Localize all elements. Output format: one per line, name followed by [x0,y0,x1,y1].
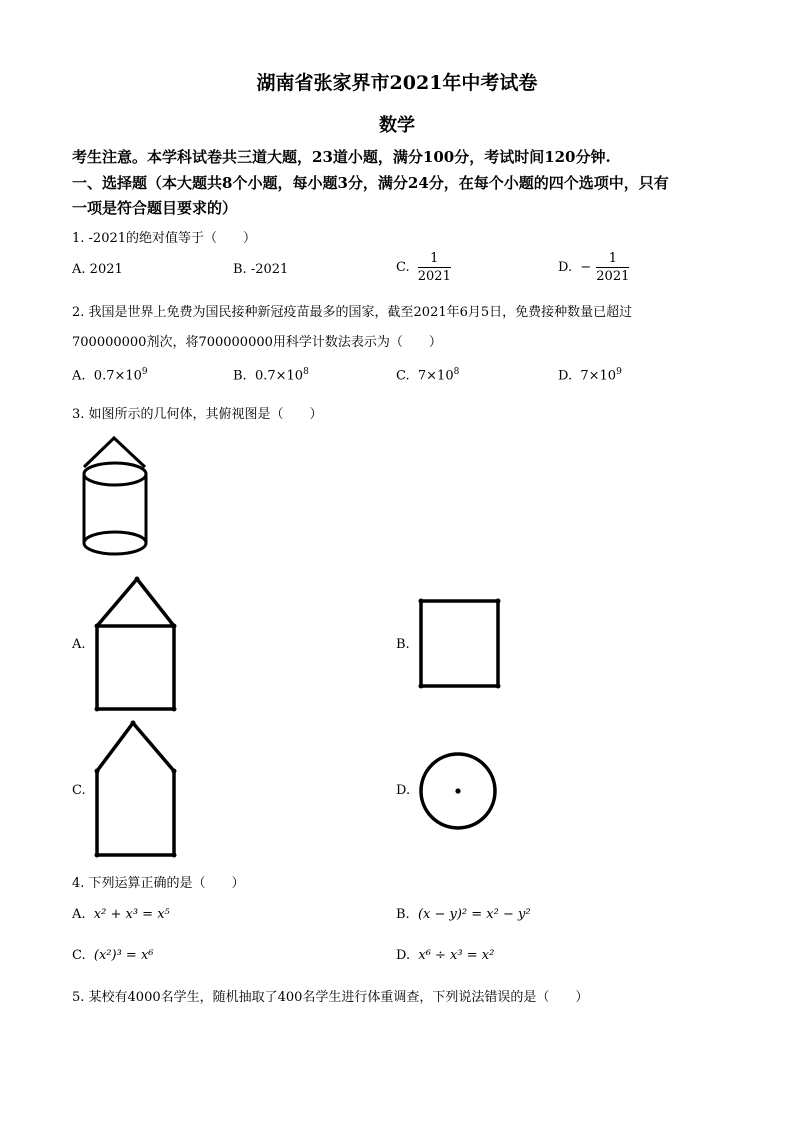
minus-sign: − [580,260,592,275]
section-heading-line1: 一、选择题（本大题共8个小题，每小题3分，满分24分，在每个小题的四个选项中，只有 [72,174,669,192]
question-4-option-a [72,907,170,922]
fraction-denominator: 2021 [417,269,451,284]
option-exponent: 8 [453,367,460,377]
option-exponent: 9 [616,367,622,377]
question-2-option-d [558,367,622,383]
section-heading-line2: 一项是符合题目要求的） [72,199,238,217]
option-base: 7×10 [417,368,454,384]
question-2-option-c [396,367,459,383]
question-2-option-a [72,367,148,383]
question-1-stem: 1. -2021的绝对值等于（ ） [72,231,257,246]
question-1-option-c [396,250,451,285]
question-3-option-d-label: D. [396,783,411,798]
solid-figure [72,430,162,560]
cylinder-bottom [84,532,146,554]
option-label: D. [558,368,573,384]
question-3-stem: 3. 如图所示的几何体，其俯视图是（ ） [72,407,323,422]
option-label: A. [72,907,86,922]
option-text: -2021 [250,262,289,277]
exam-title: 湖南省张家界市2021年中考试卷 [256,72,538,94]
option-label: D. [558,260,573,275]
option-expression: x⁶ ÷ x³ = x² [418,948,495,963]
option-a-figure [90,572,185,717]
option-base: 0.7×10 [254,368,304,384]
option-label: D. [396,948,411,963]
option-exponent: 9 [141,367,148,377]
option-expression: (x²)³ = x⁶ [93,948,154,963]
option-label: B. [233,368,247,384]
question-4-option-c [72,948,154,963]
question-1-option-b [233,262,288,277]
option-label: A. [72,368,86,384]
fraction [418,250,451,285]
option-c-figure [90,716,185,864]
option-label: C. [72,948,86,963]
exam-notice: 考生注意。本学科试卷共三道大题，23道小题，满分100分，考试时间120分钟. [72,148,611,166]
question-1-option-a [72,262,123,277]
fraction-numerator: 1 [418,250,451,268]
option-expression: x² + x³ = x⁵ [93,907,170,922]
question-3-option-c-label: C. [72,783,86,798]
option-label: C. [396,260,410,275]
option-base: 0.7×10 [93,368,142,384]
question-5-stem: 5. 某校有4000名学生，随机抽取了400名学生进行体重调查，下列说法错误的是（ ） [72,990,589,1005]
option-text: 2021 [89,262,123,277]
option-expression: (x − y)² = x² − y² [417,907,531,922]
option-label: C. [396,368,410,384]
fraction [596,250,629,285]
option-d-figure [414,748,504,838]
question-4-stem: 4. 下列运算正确的是（ ） [72,876,245,891]
option-label: B. [233,262,247,277]
option-base: 7×10 [580,368,617,384]
question-2-option-b [233,367,309,383]
option-label: A. [72,262,86,277]
subject-title: 数学 [379,115,415,136]
question-1-option-d [558,250,629,285]
option-label: B. [396,907,410,922]
question-3-option-a-label: A. [72,637,86,652]
option-b-figure [414,594,509,694]
fraction-denominator: 2021 [596,269,630,284]
option-exponent: 8 [303,367,309,377]
fraction-numerator: 1 [596,250,629,268]
question-2-stem-line1: 2. 我国是世界上免费为国民接种新冠疫苗最多的国家，截至2021年6月5日，免费接种数量已超过 [72,305,633,320]
question-4-option-b [396,907,531,922]
cylinder-top [84,463,146,485]
question-4-option-d [396,948,494,963]
question-3-option-b-label: B. [396,637,410,652]
question-2-stem-line2: 700000000剂次，将700000000用科学计数法表示为（ ） [72,335,442,350]
